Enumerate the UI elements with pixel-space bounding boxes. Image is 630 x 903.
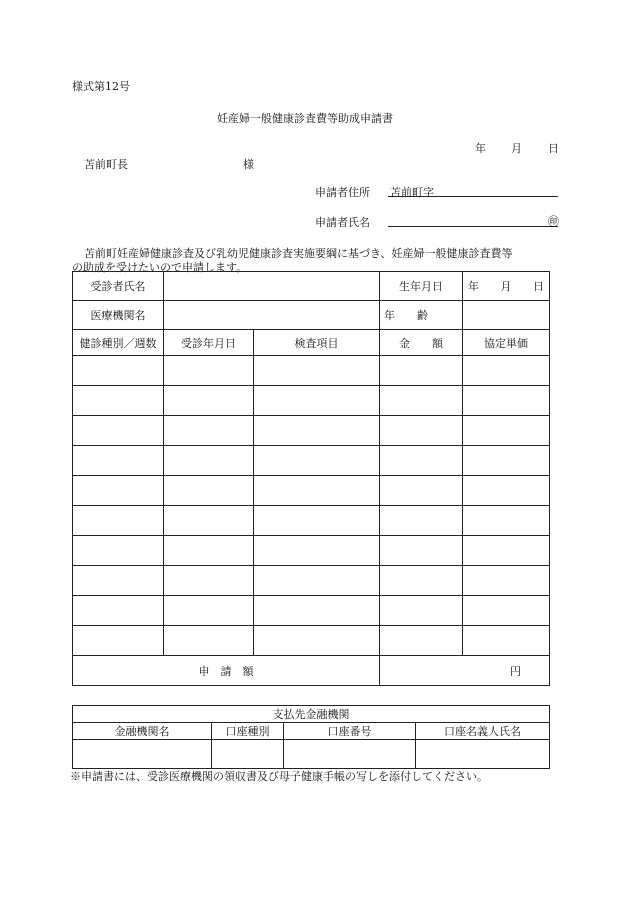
date-year: 年: [475, 142, 486, 155]
birth-month: 月: [500, 280, 512, 293]
cell-test-items[interactable]: [254, 536, 380, 566]
table-row: [73, 596, 550, 626]
cell-amount[interactable]: [380, 416, 463, 446]
header-account-holder: 口座名義人氏名: [416, 723, 550, 740]
cell-amount[interactable]: [380, 356, 463, 386]
cell-checkup-type[interactable]: [73, 476, 164, 506]
table-row: [73, 506, 550, 536]
intro-line-1: 苫前町妊産婦健康診査及び乳幼児健康診査実施要綱に基づき、妊産婦一般健康診査費等: [84, 247, 513, 260]
header-amount: 金 額: [380, 330, 463, 356]
cell-visit-date[interactable]: [164, 536, 254, 566]
table-row: [73, 566, 550, 596]
date-month: 月: [511, 142, 522, 155]
cell-agreed-price[interactable]: [463, 626, 550, 656]
table-row: [73, 446, 550, 476]
cell-checkup-type[interactable]: [73, 596, 164, 626]
cell-test-items[interactable]: [254, 566, 380, 596]
cell-amount[interactable]: [380, 386, 463, 416]
age-field[interactable]: [463, 301, 550, 330]
total-label: 申 請 額: [73, 656, 380, 686]
cell-checkup-type[interactable]: [73, 626, 164, 656]
cell-visit-date[interactable]: [164, 356, 254, 386]
cell-agreed-price[interactable]: [463, 386, 550, 416]
cell-agreed-price[interactable]: [463, 416, 550, 446]
bank-table: [72, 705, 550, 769]
examinee-label: 受診者氏名: [73, 272, 164, 301]
addressee-honorific: 様: [243, 158, 254, 171]
header-account-type: 口座種別: [212, 723, 284, 740]
document-title: 妊産婦一般健康診査費等助成申請書: [217, 112, 393, 125]
cell-agreed-price[interactable]: [463, 446, 550, 476]
header-bank-name: 金融機関名: [73, 723, 212, 740]
cell-checkup-type[interactable]: [73, 416, 164, 446]
applicant-address-label: 申請者住所: [315, 186, 370, 199]
cell-agreed-price[interactable]: [463, 476, 550, 506]
account-type-field[interactable]: [212, 740, 284, 769]
examinee-field[interactable]: [164, 272, 380, 301]
cell-agreed-price[interactable]: [463, 566, 550, 596]
bank-name-field[interactable]: [73, 740, 212, 769]
bank-table-title: 支払先金融機関: [73, 706, 550, 723]
cell-visit-date[interactable]: [164, 416, 254, 446]
header-visit-date: 受診年月日: [164, 330, 254, 356]
birth-day: 日: [533, 280, 544, 293]
age-label: 年 齢: [380, 301, 463, 330]
main-table: [72, 271, 550, 686]
cell-agreed-price[interactable]: [463, 536, 550, 566]
intro-line-2: の助成を受けたいので申請します。: [72, 261, 248, 274]
cell-test-items[interactable]: [254, 596, 380, 626]
table-row: [73, 386, 550, 416]
birthdate-label: 生年月日: [380, 272, 463, 301]
applicant-address-value: 苫前町字: [390, 186, 434, 199]
cell-test-items[interactable]: [254, 416, 380, 446]
cell-agreed-price[interactable]: [463, 356, 550, 386]
facility-label: 医療機関名: [73, 301, 164, 330]
cell-checkup-type[interactable]: [73, 356, 164, 386]
birth-year: 年: [468, 280, 479, 293]
cell-visit-date[interactable]: [164, 386, 254, 416]
table-row: [73, 356, 550, 386]
cell-visit-date[interactable]: [164, 476, 254, 506]
cell-visit-date[interactable]: [164, 596, 254, 626]
cell-checkup-type[interactable]: [73, 386, 164, 416]
cell-agreed-price[interactable]: [463, 596, 550, 626]
account-number-field[interactable]: [284, 740, 416, 769]
header-test-items: 検査項目: [254, 330, 380, 356]
cell-agreed-price[interactable]: [463, 506, 550, 536]
account-holder-field[interactable]: [416, 740, 550, 769]
cell-test-items[interactable]: [254, 626, 380, 656]
cell-visit-date[interactable]: [164, 626, 254, 656]
attachment-note: ※申請書には、受診医療機関の領収書及び母子健康手帳の写しを添付してください。: [70, 770, 488, 783]
cell-test-items[interactable]: [254, 446, 380, 476]
cell-amount[interactable]: [380, 506, 463, 536]
cell-visit-date[interactable]: [164, 566, 254, 596]
cell-amount[interactable]: [380, 446, 463, 476]
cell-test-items[interactable]: [254, 506, 380, 536]
total-unit: 円: [510, 664, 521, 678]
cell-amount[interactable]: [380, 566, 463, 596]
name-underline: [388, 226, 558, 227]
birthdate-field[interactable]: [463, 272, 550, 301]
cell-visit-date[interactable]: [164, 506, 254, 536]
table-row: [73, 626, 550, 656]
applicant-name-label: 申請者氏名: [315, 216, 370, 229]
date-day: 日: [548, 142, 559, 155]
cell-visit-date[interactable]: [164, 446, 254, 476]
table-row: [73, 416, 550, 446]
cell-checkup-type[interactable]: [73, 506, 164, 536]
cell-checkup-type[interactable]: [73, 566, 164, 596]
facility-field[interactable]: [164, 301, 380, 330]
table-row: [73, 536, 550, 566]
header-account-number: 口座番号: [284, 723, 416, 740]
address-underline: [388, 196, 558, 197]
cell-checkup-type[interactable]: [73, 536, 164, 566]
form-number: 様式第12号: [72, 80, 130, 93]
header-checkup-type: 健診種別／週数: [73, 330, 164, 356]
seal-mark: ㊞: [548, 215, 559, 228]
cell-test-items[interactable]: [254, 386, 380, 416]
addressee-name: 苫前町長: [84, 158, 128, 171]
cell-amount[interactable]: [380, 596, 463, 626]
cell-test-items[interactable]: [254, 356, 380, 386]
cell-amount[interactable]: [380, 476, 463, 506]
total-field[interactable]: [380, 656, 550, 686]
cell-amount[interactable]: [380, 626, 463, 656]
table-row: [73, 476, 550, 506]
cell-checkup-type[interactable]: [73, 446, 164, 476]
cell-test-items[interactable]: [254, 476, 380, 506]
header-agreed-price: 協定単価: [463, 330, 550, 356]
cell-amount[interactable]: [380, 536, 463, 566]
